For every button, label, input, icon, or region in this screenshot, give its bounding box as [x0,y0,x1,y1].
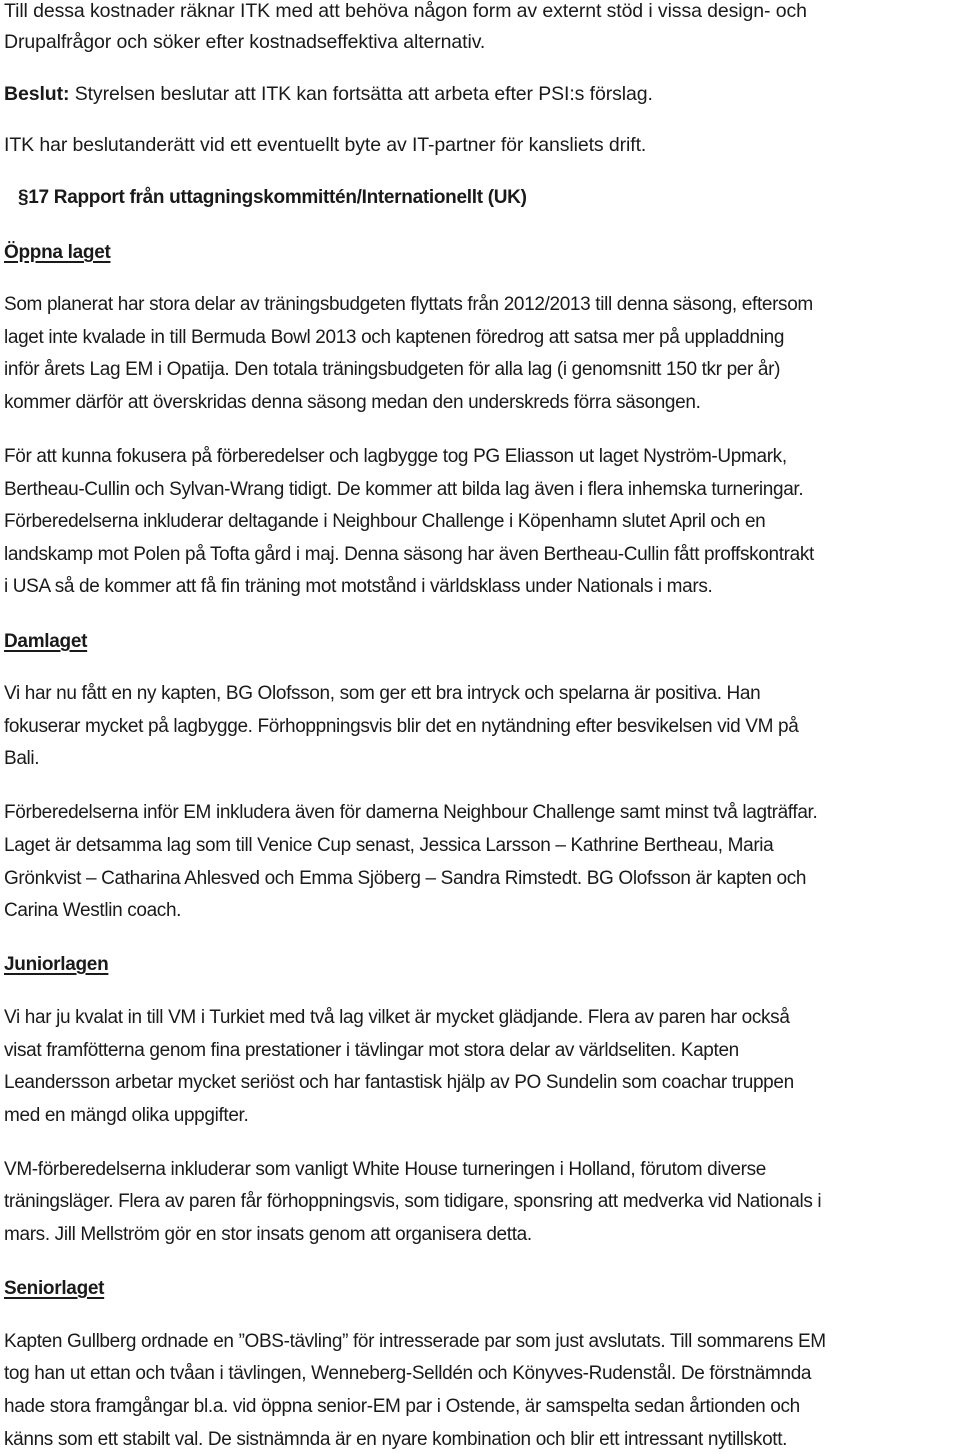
senior-team-p1-line-2: tog han ut ettan och tvåan i tävlingen, Wenneberg-Selldén och Könyves-Rudenstål. De förstnämnda [4,1363,812,1384]
women-team-p1-line-2: fokuserar mycket på lagbygge. Förhoppningsvis blir det en nytändning efter besvikelsen vid VM på [4,716,799,737]
open-team-p1-line-2: laget inte kvalade in till Bermuda Bowl 2013 och kaptenen föredrog att satsa mer på uppladdning [4,327,785,348]
open-team-p2-line-4: landskamp mot Polen på Tofta gård i maj. Denna säsong har även Bertheau-Cullin fått proffskontrakt [4,544,814,565]
junior-team-p1-line-2: visat framfötterna genom fina prestationer i tävlingar mot stora delar av världseliten. Kapten [4,1040,739,1061]
open-team-p1-line-4: kommer därför att överskridas denna säsong medan den underskreds förra säsongen. [4,392,701,413]
decision-text: Styrelsen beslutar att ITK kan fortsätta att arbeta efter PSI:s förslag. [69,83,653,105]
women-team-p1-line-1: Vi har nu fått en ny kapten, BG Olofsson, som ger ett bra intryck och spelarna är positiva. Han [4,683,761,704]
junior-team-p2-line-2: träningsläger. Flera av paren får förhoppningsvis, som tidigare, sponsring att medverka vid Nationals i [4,1191,822,1212]
senior-team-p1-line-3: hade stora framgångar bl.a. vid öppna senior-EM par i Ostende, är samspelta sedan årtionden och [4,1396,800,1417]
junior-team-p1-line-3: Leandersson arbetar mycket seriöst och har fantastisk hjälp av PO Sundelin som coachar truppen [4,1072,794,1093]
women-team-p2-line-4: Carina Westlin coach. [4,900,182,921]
heading-senior-team: Seniorlaget [4,1278,105,1299]
section-title: §17 Rapport från uttagningskommittén/Internationellt (UK) [18,187,527,208]
junior-team-p1-line-4: med en mängd olika uppgifter. [4,1105,249,1126]
women-team-p2-line-3: Grönkvist – Catharina Ahlesved och Emma Sjöberg – Sandra Rimstedt. BG Olofsson är kapten och [4,868,807,889]
open-team-p2-line-3: Förberedelserna inkluderar deltagande i Neighbour Challenge i Köpenhamn slutet April och en [4,511,766,532]
open-team-p2-line-2: Bertheau-Cullin och Sylvan-Wrang tidigt. De kommer att bilda lag även i flera inhemska turneringar. [4,479,804,500]
open-team-p1-line-1: Som planerat har stora delar av träningsbudgeten flyttats från 2012/2013 till denna säsong, eftersom [4,294,813,315]
women-team-p2-line-1: Förberedelserna inför EM inkludera även för damerna Neighbour Challenge samt minst två lagträffar. [4,802,818,823]
open-team-p2-line-1: För att kunna fokusera på förberedelser och lagbygge tog PG Eliasson ut laget Nyström-Upmark, [4,446,787,467]
junior-team-p1-line-1: Vi har ju kvalat in till VM i Turkiet med två lag vilket är mycket glädjande. Flera av paren har också [4,1007,790,1028]
open-team-p2-line-5: i USA så de kommer att få fin träning mot motstånd i världsklass under Nationals i mars. [4,576,713,597]
mandate-paragraph: ITK har beslutanderätt vid ett eventuellt byte av IT-partner för kansliets drift. [4,134,647,156]
decision-label: Beslut: [4,83,70,105]
open-team-p1-line-3: inför årets Lag EM i Opatija. Den totala träningsbudgeten för alla lag (i genomsnitt 150 tkr per år) [4,359,781,380]
women-team-p2-line-2: Laget är detsamma lag som till Venice Cup senast, Jessica Larsson – Kathrine Bertheau, Maria [4,835,774,856]
senior-team-p1-line-4: känns som ett stabilt val. De sistnämnda är en nyare kombination och blir ett intressant nytillskott. [4,1429,788,1450]
intro-line-2: Drupalfrågor och söker efter kostnadseffektiva alternativ. [4,31,486,53]
junior-team-p2-line-1: VM-förberedelserna inkluderar som vanligt White House turneringen i Holland, förutom diverse [4,1159,766,1180]
junior-team-p2-line-3: mars. Jill Mellström gör en stor insats genom att organisera detta. [4,1224,532,1245]
senior-team-p1-line-1: Kapten Gullberg ordnade en ”OBS-tävling” för intresserade par som just avslutats. Till sommarens EM [4,1331,826,1352]
heading-women-team: Damlaget [4,631,88,652]
decision-paragraph [4,85,653,105]
women-team-p1-line-3: Bali. [4,748,40,769]
heading-open-team: Öppna laget [4,242,111,263]
intro-line-1: Till dessa kostnader räknar ITK med att behöva någon form av externt stöd i vissa design- och [4,0,807,22]
heading-junior-team: Juniorlagen [4,954,109,975]
